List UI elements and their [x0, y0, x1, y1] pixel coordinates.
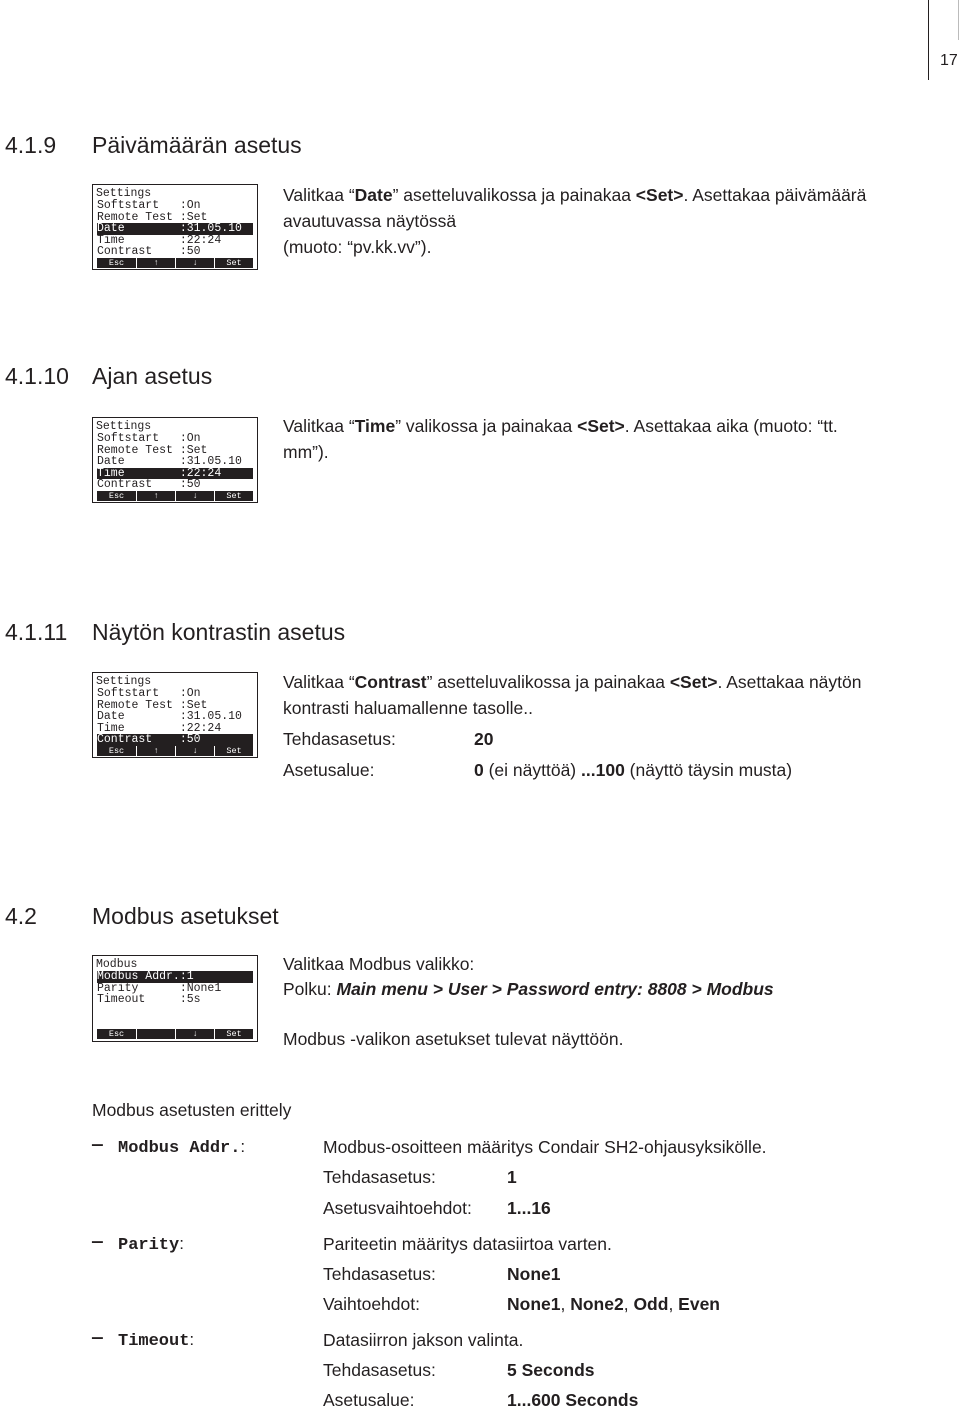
up-arrow-icon: ↑ — [153, 491, 159, 501]
lcd-row-softstart: Softstart :On — [97, 432, 201, 445]
lcd-title: Settings — [96, 420, 152, 433]
param-name: Modbus Addr.: — [118, 1137, 246, 1158]
up-arrow-icon: ↑ — [153, 746, 159, 756]
section-title: Näytön kontrastin asetus — [92, 619, 346, 645]
esc-key: Esc — [108, 746, 125, 756]
contrast-range-label: Asetusalue: — [283, 760, 375, 780]
lcd-row-parity: Parity :None1 — [97, 981, 222, 995]
lcd-softkey-bar — [97, 746, 253, 756]
param-options-value: None1, None2, Odd, Even — [507, 1294, 720, 1314]
esc-key: Esc — [108, 491, 125, 501]
section-title: Modbus asetukset — [92, 903, 279, 929]
param-options-label: Asetusvaihtoehdot: — [323, 1198, 472, 1218]
date-instruction-line3: (muoto: “pv.kk.vv”). — [283, 237, 432, 257]
param-factory-label: Tehdasasetus: — [323, 1360, 436, 1380]
section-number: 4.1.11 — [5, 619, 68, 645]
lcd-row-date: Date :31.05.10 — [97, 223, 253, 235]
lcd-row-contrast: Contrast :50 — [97, 245, 201, 258]
dash-marker: — — [92, 1329, 103, 1349]
lcd-settings-date — [92, 184, 258, 270]
date-instruction — [283, 182, 933, 260]
lcd-row-date: Date :31.05.10 — [97, 710, 242, 723]
down-arrow-icon: ↓ — [192, 258, 198, 268]
param-factory-value: 5 Seconds — [507, 1360, 595, 1380]
down-arrow-icon: ↓ — [192, 491, 198, 501]
param-options-value: 1...600 Seconds — [507, 1390, 639, 1410]
lcd-softkey-bar — [97, 1029, 253, 1039]
lcd-softkey-bar — [97, 258, 253, 268]
lcd-row-date: Date :31.05.10 — [97, 455, 242, 468]
param-factory-value: None1 — [507, 1264, 561, 1284]
lcd-row-contrast: Contrast :50 — [97, 478, 201, 491]
set-key: Set — [226, 258, 242, 268]
param-name: Parity: — [118, 1234, 184, 1255]
contrast-factory-label: Tehdasasetus: — [283, 729, 396, 749]
down-arrow-icon: ↓ — [192, 1029, 198, 1039]
set-key: Set — [226, 491, 242, 501]
section-number: 4.2 — [5, 903, 37, 929]
lcd-title: Settings — [96, 675, 152, 688]
section-title: Ajan asetus — [92, 363, 213, 389]
down-arrow-icon: ↓ — [192, 746, 198, 756]
lcd-row-softstart: Softstart :On — [97, 199, 201, 212]
param-desc: Pariteetin määritys datasiirtoa varten. — [323, 1234, 612, 1254]
dash-marker: — — [92, 1233, 103, 1253]
lcd-settings-contrast — [92, 672, 258, 758]
page-number: 17 — [940, 52, 958, 69]
param-factory-value: 1 — [507, 1167, 517, 1187]
contrast-range-value: 0 (ei näyttöä) ...100 (näyttö täysin musta) — [474, 760, 793, 780]
up-arrow-icon: ↑ — [153, 258, 159, 268]
modbus-path: Polku: Main menu > User > Password entry: 8808 > Modbus — [283, 979, 774, 999]
param-options-value: 1...16 — [507, 1198, 551, 1218]
esc-key: Esc — [108, 258, 125, 268]
set-key: Set — [226, 1029, 242, 1039]
lcd-row-time: Time :22:24 — [97, 721, 222, 735]
lcd-title: Modbus — [96, 958, 138, 971]
lcd-row-modbus-addr: Modbus Addr.:1 — [97, 971, 253, 983]
param-options-label: Vaihtoehdot: — [323, 1294, 420, 1314]
blank-key — [137, 1029, 175, 1039]
section-number: 4.1.9 — [5, 132, 57, 158]
details-heading: Modbus asetusten erittely — [92, 1100, 292, 1120]
page-divider-right — [958, 0, 959, 40]
page-divider-left — [928, 0, 929, 80]
param-options-label: Asetusalue: — [323, 1390, 415, 1410]
lcd-row-timeout: Timeout :5s — [97, 993, 201, 1006]
lcd-row-remote-test: Remote Test :Set — [97, 698, 208, 712]
lcd-softkey-bar — [97, 491, 253, 501]
param-name: Timeout: — [118, 1330, 195, 1351]
lcd-row-time: Time :22:24 — [97, 468, 253, 480]
param-factory-label: Tehdasasetus: — [323, 1264, 436, 1284]
contrast-instruction — [283, 669, 933, 721]
param-desc: Modbus-osoitteen määritys Condair SH2-ohjausyksikölle. — [323, 1137, 767, 1157]
section-title: Päivämäärän asetus — [92, 132, 302, 158]
time-instruction — [283, 413, 933, 465]
contrast-instruction-line2: kontrasti haluamallenne tasolle.. — [283, 698, 534, 718]
time-instruction-line1: Valitkaa “Time” valikossa ja painakaa <Set>. Asettakaa aika (muoto: “tt. — [283, 416, 838, 436]
lcd-row-remote-test: Remote Test :Set — [97, 210, 208, 224]
contrast-instruction-line1: Valitkaa “Contrast” asetteluvalikossa ja painakaa <Set>. Asettakaa näytön — [283, 672, 862, 692]
lcd-row-softstart: Softstart :On — [97, 687, 201, 700]
lcd-row-remote-test: Remote Test :Set — [97, 443, 208, 457]
lcd-modbus — [92, 955, 258, 1042]
section-number: 4.1.10 — [5, 363, 69, 389]
modbus-instruction: Valitkaa Modbus valikko: — [283, 954, 475, 974]
lcd-title: Settings — [96, 187, 152, 200]
set-key: Set — [226, 746, 242, 756]
param-desc: Datasiirron jakson valinta. — [323, 1330, 524, 1350]
param-factory-label: Tehdasasetus: — [323, 1167, 436, 1187]
dash-marker: — — [92, 1136, 103, 1156]
date-instruction-line2: avautuvassa näytössä — [283, 211, 457, 231]
time-instruction-line2: mm”). — [283, 442, 329, 462]
lcd-row-time: Time :22:24 — [97, 233, 222, 247]
lcd-row-contrast: Contrast :50 — [97, 734, 253, 746]
esc-key: Esc — [108, 1029, 125, 1039]
contrast-factory-value: 20 — [474, 729, 494, 749]
date-instruction-line1: Valitkaa “Date” asetteluvalikossa ja painakaa <Set>. Asettakaa päivämäärä — [283, 185, 867, 205]
modbus-note: Modbus -valikon asetukset tulevat näyttöön. — [283, 1029, 624, 1049]
lcd-settings-time — [92, 417, 258, 503]
